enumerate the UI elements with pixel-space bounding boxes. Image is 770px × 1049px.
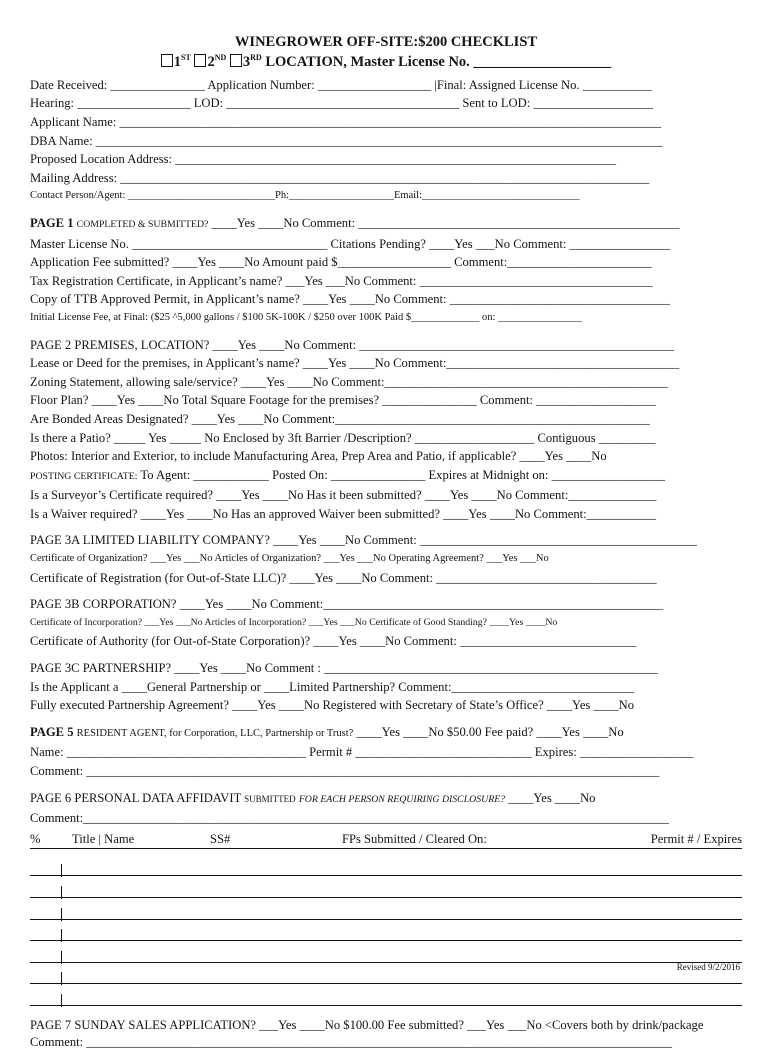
page1-heading[interactable]: PAGE 1 COMPLETED & SUBMITTED? ____Yes ____No Comment: ___________________________________________________ xyxy=(30,215,680,230)
proposed-address-line[interactable]: Proposed Location Address: ______________________________________________________________________ xyxy=(30,152,616,167)
page2-heading[interactable]: PAGE 2 PREMISES, LOCATION? ____Yes ____No Comment: __________________________________________________ xyxy=(30,337,675,352)
title-line-1: WINEGROWER OFF-SITE:$200 CHECKLIST xyxy=(234,34,538,50)
hearing-line[interactable]: Hearing: __________________ LOD: _____________________________________ Sent to LOD: ___________________ xyxy=(30,96,654,111)
tax-registration-line[interactable]: Tax Registration Certificate, in Applicant’s name? ___Yes ___No Comment: _____________________________________ xyxy=(30,273,653,288)
second-location-checkbox[interactable] xyxy=(194,54,206,67)
bonded-areas-line[interactable]: Are Bonded Areas Designated? ____Yes ____No Comment:__________________________________________________ xyxy=(30,411,650,426)
posting-certificate-line[interactable]: POSTING CERTIFICATE: To Agent: ____________ Posted On: _______________ Expires at Midnight on: __________________ xyxy=(30,467,665,482)
ttb-permit-line[interactable]: Copy of TTB Approved Permit, in Applicant’s name? ____Yes ____No Comment: ___________________________________ xyxy=(30,292,671,307)
llc-certificates-line[interactable]: Certificate of Organization? ___Yes ___No Articles of Organization? ___Yes ___No Operating Agreement? ___Yes ___No xyxy=(30,553,549,565)
title-line-2: 1ST 2ND 3RD LOCATION, Master License No. ___________________ xyxy=(30,50,742,70)
zoning-statement-line[interactable]: Zoning Statement, allowing sale/service? ____Yes ____No Comment:_____________________________________________ xyxy=(30,374,668,389)
col-ssn: SS# xyxy=(210,831,231,846)
page3a-heading[interactable]: PAGE 3A LIMITED LIABILITY COMPANY? ____Yes ____No Comment: ____________________________________________ xyxy=(30,533,697,548)
form-title xyxy=(30,34,742,70)
partnership-type-line[interactable]: Is the Applicant a ____General Partnership or ____Limited Partnership? Comment:_____________________________ xyxy=(30,679,635,694)
resident-agent-name-line[interactable]: Name: ______________________________________ Permit # ____________________________ Expires: __________________ xyxy=(30,745,694,760)
resident-agent-comment-line[interactable]: Comment: ___________________________________________________________________________________________ xyxy=(30,764,660,779)
percent-blank[interactable] xyxy=(30,1005,60,1006)
table-row[interactable] xyxy=(30,855,742,877)
disclosure-table-header xyxy=(30,830,742,849)
page7-heading[interactable]: PAGE 7 SUNDAY SALES APPLICATION? ___Yes ____No $100.00 Fee submitted? ___Yes ___No <Covers both by drink/package xyxy=(30,1017,704,1032)
llc-registration-line[interactable]: Certificate of Registration (for Out-of-State LLC)? ____Yes ____No Comment: ___________________________________ xyxy=(30,570,657,585)
patio-line[interactable]: Is there a Patio? _____ Yes _____ No Enclosed by 3ft Barrier /Description? ___________________ Contiguous _________ xyxy=(30,430,656,445)
corporation-certificates-line[interactable]: Certificate of Incorporation? ___Yes ___No Articles of Incorporation? ___Yes ___No Certificate of Good Standing? ____Yes ____No xyxy=(30,616,558,628)
page6-heading[interactable]: PAGE 6 PERSONAL DATA AFFIDAVIT submitted FOR EACH PERSON REQUIRING DISCLOSURE? ____Yes ____No xyxy=(30,790,596,805)
date-received-line[interactable]: Date Received: _______________ Application Number: __________________ |Final: Assigned License No. ___________ xyxy=(30,77,652,92)
row-divider xyxy=(61,994,62,1007)
table-row[interactable] xyxy=(30,920,742,942)
applicant-name-line[interactable]: Applicant Name: ______________________________________________________________________________________ xyxy=(30,115,662,130)
page6-comment-line[interactable]: Comment:_____________________________________________________________________________________________ xyxy=(30,811,669,826)
mailing-address-line[interactable]: Mailing Address: ____________________________________________________________________________________ xyxy=(30,170,650,185)
application-fee-line[interactable]: Application Fee submitted? ____Yes ____No Amount paid $__________________ Comment:_______________________ xyxy=(30,255,653,270)
master-license-line[interactable]: Master License No. _______________________________ Citations Pending? ____Yes ___No Comment: ________________ xyxy=(30,236,671,251)
waiver-line[interactable]: Is a Waiver required? ____Yes ____No Has an approved Waiver been submitted? ____Yes ____No Comment:___________ xyxy=(30,506,656,521)
revised-date: Revised 9/2/2016 xyxy=(676,962,740,972)
photos-line[interactable]: Photos: Interior and Exterior, to include Manufacturing Area, Prep Area and Patio, if applicable? ____Yes ____No xyxy=(30,449,607,464)
corporation-authority-line[interactable]: Certificate of Authority (for Out-of-State Corporation)? ____Yes ____No Comment: ____________________________ xyxy=(30,634,637,649)
page3b-heading[interactable]: PAGE 3B CORPORATION? ____Yes ____No Comment:______________________________________________________ xyxy=(30,597,664,612)
partnership-agreement-line[interactable]: Fully executed Partnership Agreement? ____Yes ____No Registered with Secretary of State’s Office? ____Yes ____No xyxy=(30,698,635,713)
col-fps: FPs Submitted / Cleared On: xyxy=(342,831,487,846)
col-percent: % xyxy=(30,831,41,846)
col-permit-expires: Permit # / Expires xyxy=(650,831,742,846)
floor-plan-line[interactable]: Floor Plan? ____Yes ____No Total Square Footage for the premises? _______________ Comment: ___________________ xyxy=(30,393,656,408)
page5-heading[interactable]: PAGE 5 RESIDENT AGENT, for Corporation, LLC, Partnership or Trust? ____Yes ____No $50.00 Fee paid? ____Yes ____No xyxy=(30,724,624,739)
disclosure-table-body xyxy=(30,855,742,1006)
third-location-checkbox[interactable] xyxy=(230,54,242,67)
page7-comment-line[interactable]: Comment: _____________________________________________________________________________________________ xyxy=(30,1034,672,1049)
table-row[interactable] xyxy=(30,984,742,1006)
table-row[interactable] xyxy=(30,963,742,985)
table-row[interactable] xyxy=(30,941,742,963)
table-row[interactable] xyxy=(30,876,742,898)
surveyor-certificate-line[interactable]: Is a Surveyor’s Certificate required? ____Yes ____No Has it been submitted? ____Yes ____No Comment:______________ xyxy=(30,488,657,503)
page3c-heading[interactable]: PAGE 3C PARTNERSHIP? ____Yes ____No Comment : _____________________________________________________ xyxy=(30,661,658,676)
checklist-form xyxy=(30,34,742,1049)
col-title-name: Title | Name xyxy=(72,831,135,846)
first-location-checkbox[interactable] xyxy=(161,54,173,67)
lease-deed-line[interactable]: Lease or Deed for the premises, in Applicant’s name? ____Yes ____No Comment:_____________________________________ xyxy=(30,356,680,371)
initial-license-fee-line[interactable]: Initial License Fee, at Final: ($25 ^5,000 gallons / $100 5K-100K / $250 over 100K Paid $_____________ on: ________________ xyxy=(30,311,583,323)
dba-name-line[interactable]: DBA Name: __________________________________________________________________________________________ xyxy=(30,133,663,148)
table-row[interactable] xyxy=(30,898,742,920)
contact-person-line[interactable]: Contact Person/Agent: ____________________________Ph:____________________Email:______________________________ xyxy=(30,190,580,202)
